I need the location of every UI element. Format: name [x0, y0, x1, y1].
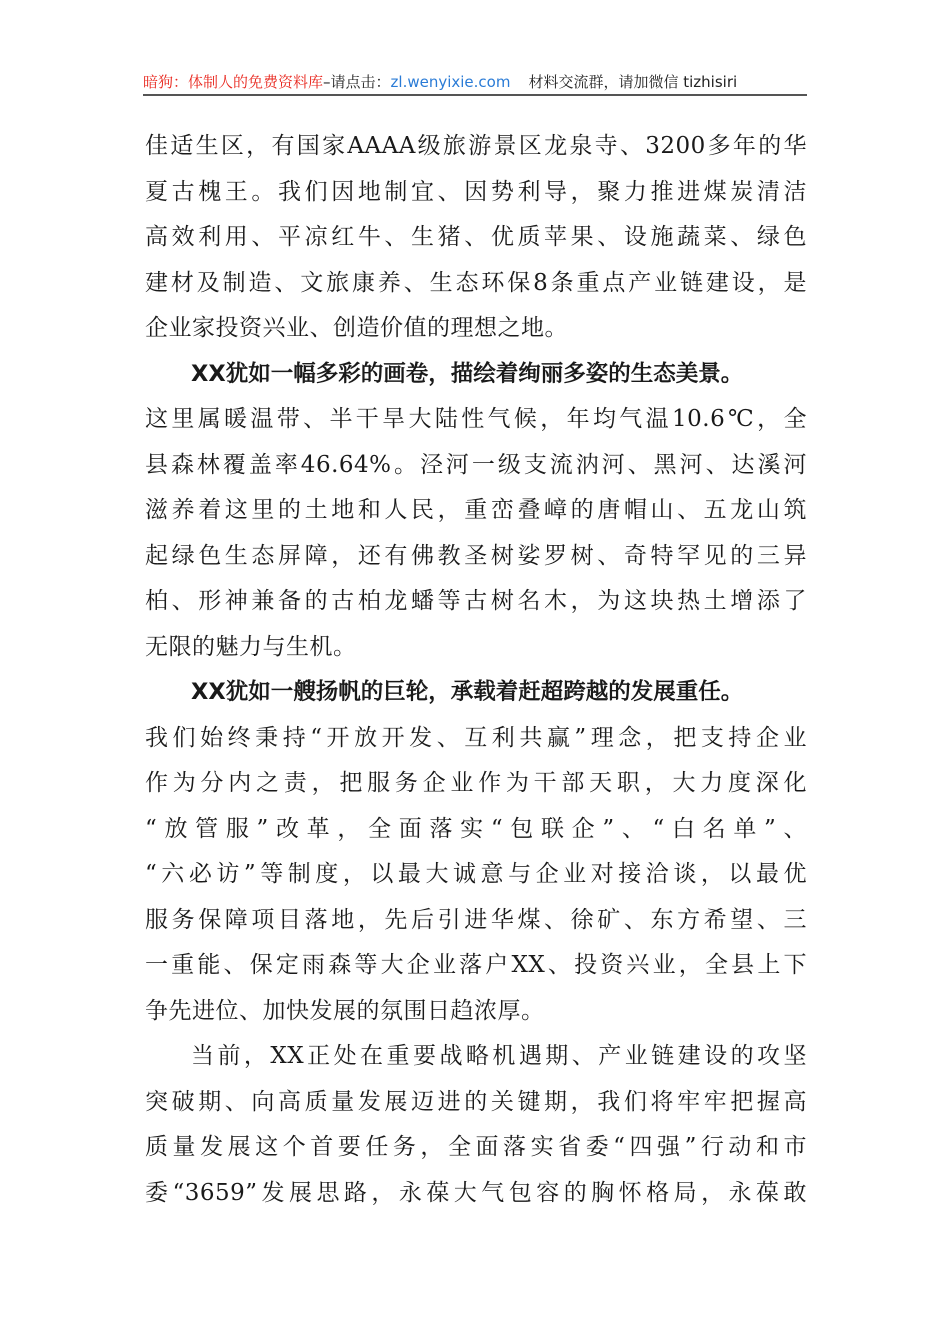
section-heading: XX犹如一幅多彩的画卷，描绘着绚丽多姿的生态美景。 [191, 360, 744, 387]
text-line: 县森林覆盖率46.64%。泾河一级支流汭河、黑河、达溪河 [145, 451, 807, 478]
text-line: 无限的魅力与生机。 [145, 633, 357, 660]
paragraph-2 [145, 352, 807, 671]
text-line: 突破期、向高质量发展迈进的关键期，我们将牢牢把握高 [145, 1088, 807, 1115]
text-line: 当前，XX正处在重要战略机遇期、产业链建设的攻坚 [191, 1043, 807, 1069]
text-line: 质量发展这个首要任务，全面落实省委“四强”行动和市 [145, 1134, 807, 1160]
paragraph-3 [145, 670, 807, 1034]
text-line: “放管服”改革，全面落实“包联企”、“白名单”、 [145, 815, 807, 842]
header-click-prompt: –请点击： [323, 73, 391, 91]
header-group-text: 材料交流群，请加微信 tizhisiri [528, 73, 738, 91]
text-line: 委“3659”发展思路，永葆大气包容的胸怀格局，永葆敢 [145, 1179, 807, 1206]
document-body [145, 124, 807, 1216]
text-line: 滋养着这里的土地和人民，重峦叠嶂的唐帽山、五龙山筑 [145, 497, 807, 523]
text-line: 争先进位、加快发展的氛围日趋浓厚。 [145, 997, 545, 1024]
text-line: 作为分内之责，把服务企业作为干部天职，大力度深化 [145, 770, 807, 796]
text-line: 佳适生区，有国家AAAA级旅游景区龙泉寺、3200多年的华 [145, 133, 807, 159]
header-brand: 暗狗：体制人的免费资料库 [143, 73, 324, 91]
paragraph-4 [145, 1034, 807, 1216]
text-line: “六必访”等制度，以最大诚意与企业对接洽谈，以最优 [145, 861, 807, 887]
paragraph-1 [145, 124, 807, 352]
text-line: 服务保障项目落地，先后引进华煤、徐矿、东方希望、三 [145, 906, 807, 933]
text-line: 起绿色生态屏障，还有佛教圣树娑罗树、奇特罕见的三异 [145, 542, 807, 569]
text-line: 建材及制造、文旅康养、生态环保8条重点产业链建设，是 [145, 269, 807, 296]
section-heading: XX犹如一艘扬帆的巨轮，承载着赶超跨越的发展重任。 [191, 679, 744, 705]
text-line: 企业家投资兴业、创造价值的理想之地。 [145, 315, 568, 341]
text-line: 这里属暖温带、半干旱大陆性气候，年均气温10.6℃，全 [145, 406, 807, 432]
text-line: 我们始终秉持“开放开发、互利共赢”理念，把支持企业 [145, 724, 807, 751]
text-line: 一重能、保定雨森等大企业落户XX、投资兴业，全县上下 [145, 952, 807, 978]
text-line: 柏、形神兼备的古柏龙蟠等古树名木，为这块热土增添了 [145, 588, 807, 614]
text-line: 夏古槐王。我们因地制宜、因势利导，聚力推进煤炭清洁 [145, 178, 807, 205]
text-line: 高效利用、平凉红牛、生猪、优质苹果、设施蔬菜、绿色 [145, 224, 807, 250]
header-link[interactable]: zl.wenyixie.com [390, 73, 511, 91]
watermark-header [143, 70, 807, 96]
